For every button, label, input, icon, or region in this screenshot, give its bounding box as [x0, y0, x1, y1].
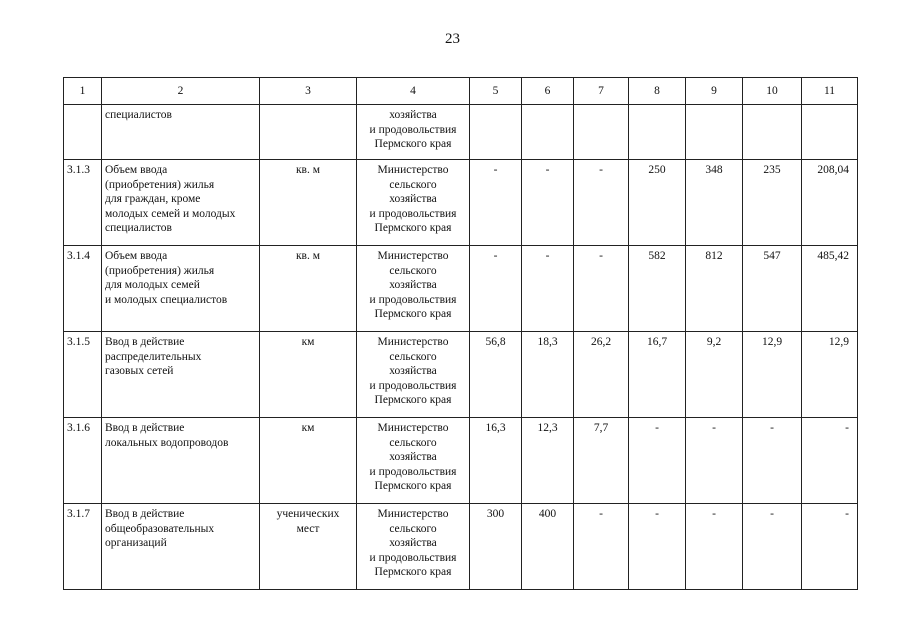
resp-line: и продовольствия [369, 465, 457, 478]
resp-line: сельского [389, 522, 437, 535]
resp-line: сельского [389, 264, 437, 277]
value-cell-col-9: 9,2 [686, 332, 743, 418]
unit-line: ученических [276, 508, 340, 520]
value-cell-col-7: - [574, 504, 629, 590]
resp-line: сельского [389, 178, 437, 191]
name-line: молодых семей и молодых [105, 207, 236, 220]
name-line: специалистов [105, 222, 172, 234]
name-line: для молодых семей [105, 279, 200, 291]
column-header-2: 2 [102, 78, 260, 105]
name-line: Объем ввода [105, 164, 168, 176]
column-header-6: 6 [522, 78, 574, 105]
resp-line: хозяйства [389, 193, 437, 205]
responsible-body [357, 246, 470, 332]
name-line: Ввод в действие [105, 422, 185, 434]
value-cell-col-11: 485,42 [802, 246, 858, 332]
column-header-9: 9 [686, 78, 743, 105]
value-cell-col-8: 250 [629, 160, 686, 246]
value-cell-col-9 [686, 105, 743, 160]
value-cell-col-10 [743, 105, 802, 160]
name-line: (приобретения) жилья [105, 264, 215, 277]
row-number: 3.1.6 [64, 418, 102, 504]
column-header-10: 10 [743, 78, 802, 105]
value-cell-col-6: - [522, 246, 574, 332]
resp-line: хозяйства [389, 537, 437, 549]
value-cell-col-5: 16,3 [470, 418, 522, 504]
indicator-name [102, 246, 260, 332]
row-number: 3.1.3 [64, 160, 102, 246]
indicators-table [63, 77, 858, 590]
responsible-body [357, 504, 470, 590]
indicator-name [102, 418, 260, 504]
indicator-name [102, 105, 260, 160]
column-header-5: 5 [470, 78, 522, 105]
value-cell-col-9: - [686, 418, 743, 504]
column-header-3: 3 [260, 78, 357, 105]
unit-of-measure [260, 105, 357, 160]
resp-line: и продовольствия [369, 293, 457, 306]
column-header-1: 1 [64, 78, 102, 105]
value-cell-col-5: - [470, 160, 522, 246]
resp-line: сельского [389, 350, 437, 363]
value-cell-col-9: - [686, 504, 743, 590]
name-line: и молодых специалистов [105, 293, 228, 306]
value-cell-col-8: - [629, 504, 686, 590]
unit-of-measure [260, 332, 357, 418]
page-number: 23 [445, 31, 460, 47]
value-cell-col-9: 348 [686, 160, 743, 246]
row-number: 3.1.4 [64, 246, 102, 332]
value-cell-col-11: - [802, 504, 858, 590]
row-number: 3.1.5 [64, 332, 102, 418]
name-line: газовых сетей [105, 365, 174, 377]
column-header-7: 7 [574, 78, 629, 105]
name-line: (приобретения) жилья [105, 178, 215, 191]
resp-line: Пермского края [374, 480, 452, 492]
resp-line: Пермского края [374, 308, 452, 320]
unit-line: мест [296, 522, 320, 535]
column-header-11: 11 [802, 78, 858, 105]
value-cell-col-6 [522, 105, 574, 160]
value-cell-col-8: - [629, 418, 686, 504]
unit-line: кв. м [295, 164, 321, 176]
value-cell-col-6: 400 [522, 504, 574, 590]
table-body [64, 78, 858, 590]
resp-line: Министерство [377, 422, 449, 434]
value-cell-col-6: - [522, 160, 574, 246]
value-cell-col-6: 18,3 [522, 332, 574, 418]
resp-line: хозяйства [389, 279, 437, 291]
indicator-name [102, 332, 260, 418]
name-line: Ввод в действие [105, 508, 185, 520]
value-cell-col-10: - [743, 418, 802, 504]
value-cell-col-11: 208,04 [802, 160, 858, 246]
row-number [64, 105, 102, 160]
table-row [64, 160, 858, 246]
table-row [64, 105, 858, 160]
value-cell-col-5: 56,8 [470, 332, 522, 418]
value-cell-col-10: - [743, 504, 802, 590]
value-cell-col-7: - [574, 160, 629, 246]
value-cell-col-5: - [470, 246, 522, 332]
value-cell-col-5: 300 [470, 504, 522, 590]
resp-line: Министерство [377, 250, 449, 262]
resp-line: и продовольствия [369, 123, 457, 136]
name-line: общеобразовательных [105, 522, 215, 535]
unit-line: км [301, 422, 315, 434]
name-line: распределительных [105, 350, 202, 363]
column-header-4: 4 [357, 78, 470, 105]
name-line: Объем ввода [105, 250, 168, 262]
resp-line: Пермского края [374, 394, 452, 406]
resp-line: хозяйства [389, 109, 437, 121]
row-number: 3.1.7 [64, 504, 102, 590]
name-line: Ввод в действие [105, 336, 185, 348]
unit-of-measure [260, 504, 357, 590]
resp-line: и продовольствия [369, 379, 457, 392]
indicator-name [102, 504, 260, 590]
unit-of-measure [260, 418, 357, 504]
name-line: локальных водопроводов [105, 436, 229, 449]
table-header-row [64, 78, 858, 105]
resp-line: и продовольствия [369, 551, 457, 564]
value-cell-col-7: - [574, 246, 629, 332]
value-cell-col-9: 812 [686, 246, 743, 332]
value-cell-col-10: 547 [743, 246, 802, 332]
table-row [64, 332, 858, 418]
resp-line: сельского [389, 436, 437, 449]
value-cell-col-6: 12,3 [522, 418, 574, 504]
unit-of-measure [260, 160, 357, 246]
value-cell-col-7 [574, 105, 629, 160]
resp-line: Министерство [377, 508, 449, 520]
name-line: для граждан, кроме [105, 193, 201, 205]
table-row [64, 504, 858, 590]
value-cell-col-8: 16,7 [629, 332, 686, 418]
table-row [64, 418, 858, 504]
name-line: специалистов [105, 109, 172, 121]
resp-line: Министерство [377, 336, 449, 348]
value-cell-col-7: 26,2 [574, 332, 629, 418]
unit-line: км [301, 336, 315, 348]
responsible-body [357, 332, 470, 418]
value-cell-col-10: 12,9 [743, 332, 802, 418]
resp-line: хозяйства [389, 365, 437, 377]
resp-line: Пермского края [374, 222, 452, 234]
value-cell-col-8 [629, 105, 686, 160]
value-cell-col-5 [470, 105, 522, 160]
value-cell-col-11: 12,9 [802, 332, 858, 418]
value-cell-col-11: - [802, 418, 858, 504]
unit-of-measure [260, 246, 357, 332]
responsible-body [357, 160, 470, 246]
unit-line: кв. м [295, 250, 321, 262]
resp-line: хозяйства [389, 451, 437, 463]
resp-line: Пермского края [374, 566, 452, 578]
column-header-8: 8 [629, 78, 686, 105]
value-cell-col-8: 582 [629, 246, 686, 332]
value-cell-col-7: 7,7 [574, 418, 629, 504]
name-line: организаций [105, 537, 167, 549]
resp-line: Министерство [377, 164, 449, 176]
table-row [64, 246, 858, 332]
value-cell-col-11 [802, 105, 858, 160]
responsible-body [357, 105, 470, 160]
responsible-body [357, 418, 470, 504]
indicator-name [102, 160, 260, 246]
resp-line: Пермского края [374, 138, 452, 150]
resp-line: и продовольствия [369, 207, 457, 220]
value-cell-col-10: 235 [743, 160, 802, 246]
